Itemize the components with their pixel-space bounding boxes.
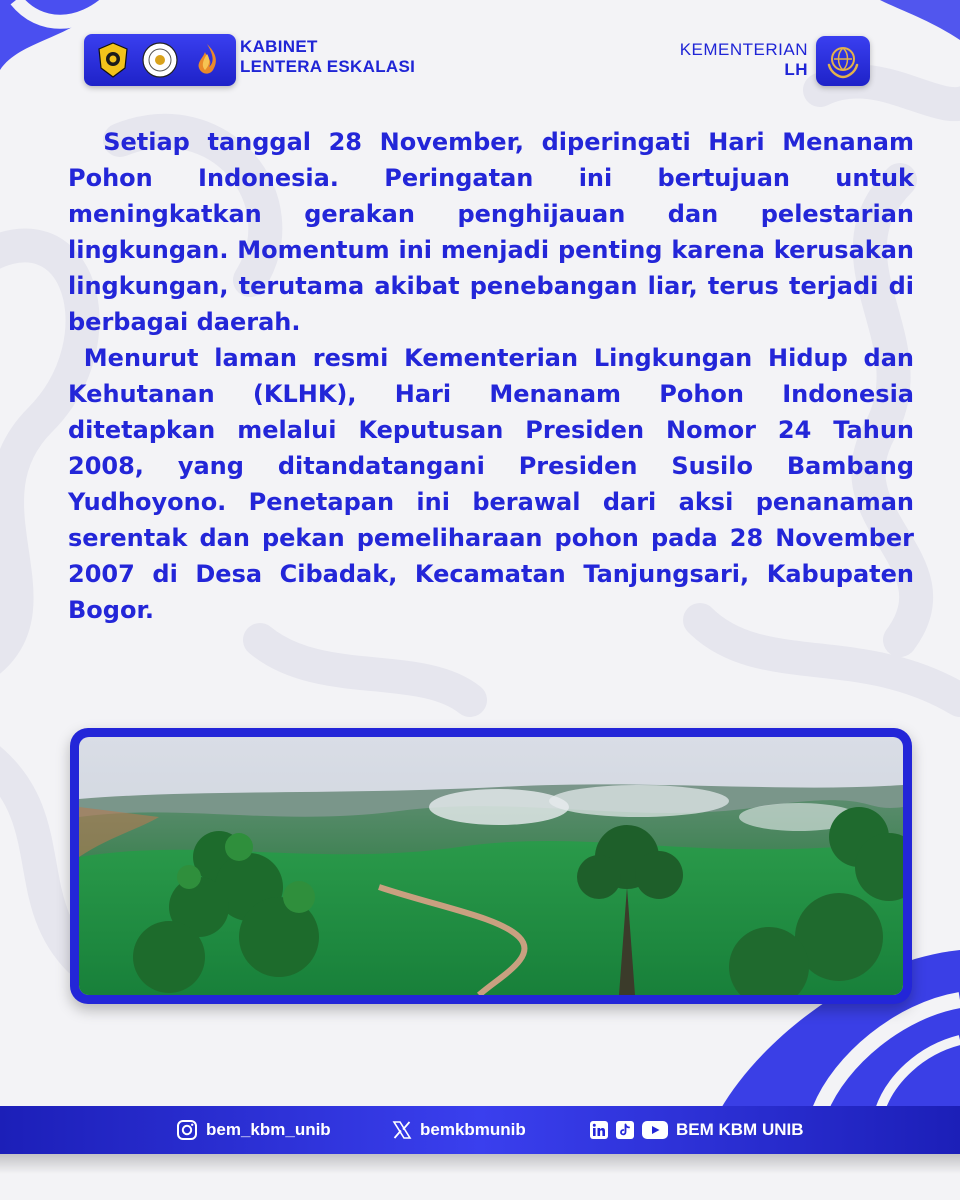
instagram-icon [176,1119,198,1141]
ministry-line-1: KEMENTERIAN [679,40,808,59]
forest-landscape-photo [79,737,903,995]
footer-shadow [0,1152,960,1174]
article-body [68,124,914,628]
ministry-line-2: LH [784,60,808,79]
brand-logos [84,34,236,86]
university-seal-icon [93,40,133,80]
bem-seal-icon [140,40,180,80]
photo-frame [70,728,912,1004]
x-handle: bemkbmunib [420,1120,526,1139]
youtube-icon [642,1121,668,1139]
x-link[interactable] [392,1106,526,1154]
linkedin-icon [590,1121,608,1139]
flame-emblem-icon [187,40,227,80]
brand-line-2: LENTERA ESKALASI [240,57,416,76]
channels-label: BEM KBM UNIB [676,1120,804,1139]
brand-line-1: KABINET [240,37,318,56]
instagram-link[interactable] [176,1106,331,1154]
ministry-title [680,40,808,80]
globe-hands-icon [823,41,863,81]
ministry-logo [816,36,870,86]
footer-bar [0,1106,960,1154]
brand-title [240,37,415,77]
channels-link[interactable] [590,1106,804,1154]
x-icon [392,1120,412,1140]
instagram-handle: bem_kbm_unib [206,1120,331,1139]
tiktok-icon [616,1121,634,1139]
paragraph-2: Menurut laman resmi Kementerian Lingkungan Hidup dan Kehutanan (KLHK), Hari Menanam Pohon Indonesia ditetapkan melalui Keputusan Presiden Nomor 24 Tahun 2008, yang ditandatangani Presiden Susilo Bambang Yudhoyono. Penetapan ini berawal dari aksi penanaman serentak dan pekan pemeliharaan pohon pada 28 November 2007 di Desa Cibadak, Kecamatan Tanjungsari, Kabupaten Bogor. [68,344,915,624]
paragraph-1: Setiap tanggal 28 November, diperingati Hari Menanam Pohon Indonesia. Peringatan ini bertujuan untuk meningkatkan gerakan penghijauan dan pelestarian lingkungan. Momentum ini menjadi penting karena kerusakan lingkungan, terutama akibat penebangan liar, terus terjadi di berbagai daerah. [68,128,914,336]
